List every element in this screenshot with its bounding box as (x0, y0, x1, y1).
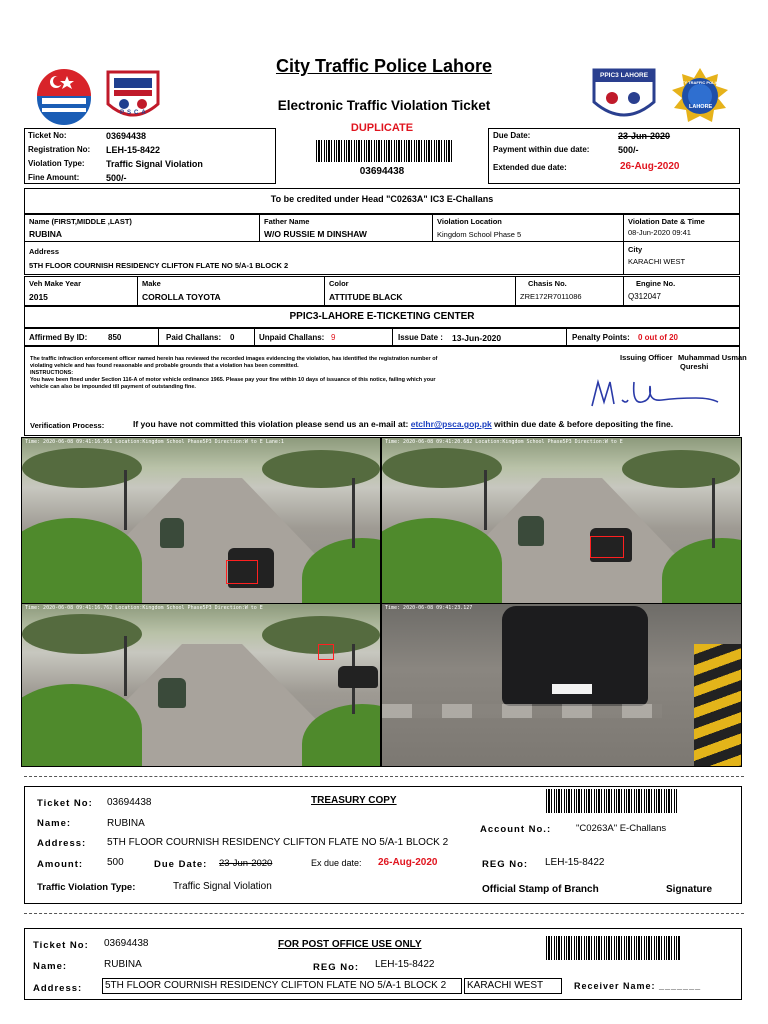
paid-label: Paid Challans: (166, 333, 222, 342)
credit-head: To be credited under Head "C0263A" IC3 E-Challans (270, 194, 494, 204)
divider (254, 328, 255, 346)
extended-value: 26-Aug-2020 (620, 161, 680, 172)
treasury-amount-label: Amount: (37, 859, 84, 870)
po-address-value: 5TH FLOOR COURNISH RESIDENCY CLIFTON FLATE NO 5/A-1 BLOCK 2 (105, 980, 447, 991)
issuing-officer-surname: Qureshi (680, 362, 709, 371)
extended-label: Extended due date: (493, 163, 567, 172)
violation-location-value: Kingdom School Phase 5 (437, 230, 522, 239)
city-label: City (628, 245, 643, 254)
treasury-stamp-label: Official Stamp of Branch (482, 884, 599, 895)
po-name-value: RUBINA (104, 959, 142, 970)
issuing-officer-label: Issuing Officer (620, 353, 673, 362)
treasury-reg-value: LEH-15-8422 (545, 857, 605, 868)
engine-cell (623, 276, 740, 306)
verification-label: Verification Process: (30, 421, 105, 430)
veh-year-label: Veh Make Year (29, 279, 81, 288)
divider (158, 328, 159, 346)
issue-date-label: Issue Date : (398, 333, 443, 342)
payment-value: 500/- (618, 145, 639, 155)
page-subtitle: Electronic Traffic Violation Ticket (277, 98, 491, 113)
notice-line: You have been fined under Section 116-A of motor vehicle ordinance 1965. Please pay your fine within 10 days of issuance of this notice, failing which your (30, 377, 436, 383)
page-title: City Traffic Police Lahore (275, 56, 493, 76)
divider (392, 328, 393, 346)
veh-color-label: Color (329, 279, 349, 288)
treasury-amount-value: 500 (107, 857, 124, 868)
city-traffic-police-logo (668, 66, 732, 128)
ctp-logo-text: CITY TRAFFIC POLICE (678, 80, 722, 85)
po-reg-label: REG No: (313, 962, 360, 973)
notice-line: vehicle can also be impounded till payment of outstanding fine. (30, 384, 196, 390)
violation-type-label: Violation Type: (28, 159, 85, 168)
verify-pre-text: If you have not committed this violation please send us an e-mail at: (133, 419, 409, 429)
engine-value: Q312047 (628, 292, 661, 301)
photo-1-timestamp: Time: 2020-06-08 09:41:16.561 Location:Kingdom School Phase5P3 Direction:W to E Lane:1 (25, 439, 284, 445)
officer-signature (586, 374, 726, 414)
violation-datetime-value: 08-Jun-2020 09:41 (628, 228, 691, 237)
unpaid-value: 9 (331, 333, 336, 342)
veh-color-cell (324, 276, 516, 306)
po-ticket-value: 03694438 (104, 938, 149, 949)
issue-date-value: 13-Jun-2020 (452, 333, 502, 343)
evidence-photo-3[interactable] (22, 604, 380, 766)
address-value: 5TH FLOOR COURNISH RESIDENCY CLIFTON FLATE NO 5/A-1 BLOCK 2 (29, 261, 289, 270)
photo-4-timestamp: Time: 2020-06-08 09:41:23.127 (385, 605, 473, 611)
affirmed-label: Affirmed By ID: (29, 333, 88, 342)
reg-no-value: LEH-15-8422 (106, 145, 161, 155)
po-name-label: Name: (33, 961, 68, 972)
treasury-address-label: Address: (37, 838, 87, 849)
status-row (24, 328, 740, 346)
violation-datetime-label: Violation Date & Time (628, 217, 705, 226)
po-receiver-label: Receiver Name: _______ (574, 981, 702, 991)
treasury-signature-label: Signature (666, 884, 713, 895)
address-cell (24, 241, 624, 275)
po-city-value: KARACHI WEST (467, 980, 544, 991)
po-ticket-label: Ticket No: (33, 940, 89, 951)
engine-label: Engine No. (636, 279, 676, 288)
due-date-label: Due Date: (493, 131, 531, 140)
affirmed-value: 850 (108, 333, 122, 342)
veh-year-value: 2015 (29, 292, 48, 302)
treasury-exdue-value: 26-Aug-2020 (378, 857, 438, 868)
psca-logo-text: PSCA (120, 110, 149, 116)
penalty-value: 0 out of 20 (638, 333, 679, 342)
veh-color-value: ATTITUDE BLACK (329, 292, 403, 302)
treasury-due-value: 23-Jun-2020 (219, 858, 273, 869)
city-cell (623, 241, 740, 275)
treasury-reg-label: REG No: (482, 859, 529, 870)
father-name-cell (259, 214, 433, 242)
paid-value: 0 (230, 333, 235, 342)
ticket-no-label: Ticket No: (28, 131, 67, 140)
issuing-officer-name: Muhammad Usman (678, 353, 747, 362)
payment-label: Payment within due date: (493, 145, 590, 154)
cut-line (24, 776, 744, 777)
cut-line (24, 913, 744, 914)
chasis-label: Chasis No. (528, 279, 567, 288)
photo-2-timestamp: Time: 2020-06-08 09:41:20.682 Location:Kingdom School Phase5P3 Direction:W to E (385, 439, 623, 445)
evidence-photo-4[interactable] (382, 604, 741, 766)
owner-name-value: RUBINA (29, 229, 63, 239)
penalty-label: Penalty Points: (572, 333, 630, 342)
evidence-photo-2[interactable] (382, 438, 741, 603)
ticket-barcode (316, 140, 452, 162)
notice-line: The traffic infraction enforcement officer named herein has reviewed the recorded images evidencing the violation, has identified the registration number of (30, 356, 438, 362)
treasury-account-label: Account No.: (480, 824, 552, 835)
treasury-exdue-label: Ex due date: (311, 858, 362, 868)
owner-name-cell (24, 214, 260, 242)
ctp-logo-subtext: LAHORE (689, 104, 713, 110)
photo-3-timestamp: Time: 2020-06-08 09:41:16.762 Location:Kingdom School Phase5P3 Direction:W to E (25, 605, 263, 611)
ppic3-logo-text: PPIC3 LAHORE (600, 72, 649, 79)
father-name-label: Father Name (264, 217, 310, 226)
veh-make-label: Make (142, 279, 161, 288)
fine-amount-value: 500/- (106, 173, 127, 183)
po-title: FOR POST OFFICE USE ONLY (278, 939, 422, 950)
city-value: KARACHI WEST (628, 257, 686, 266)
chasis-value: ZRE172R7011086 (520, 292, 582, 301)
owner-name-label: Name (FIRST,MIDDLE ,LAST) (29, 217, 132, 226)
verification-text (133, 419, 673, 429)
notice-line: violating vehicle and has found reasonable and probable grounds that a violation has been committed. (30, 363, 299, 369)
due-date-value: 23-Jun-2020 (618, 131, 671, 141)
veh-make-value: COROLLA TOYOTA (142, 292, 221, 302)
reg-no-label: Registration No: (28, 145, 91, 154)
notice-line: INSTRUCTIONS: (30, 370, 74, 376)
verify-post-text: within due date & before depositing the fine. (494, 419, 674, 429)
po-reg-value: LEH-15-8422 (375, 959, 435, 970)
veh-year-cell (24, 276, 138, 306)
treasury-ticket-label: Ticket No: (37, 798, 93, 809)
treasury-violation-label: Traffic Violation Type: (37, 882, 136, 893)
treasury-address-value: 5TH FLOOR COURNISH RESIDENCY CLIFTON FLATE NO 5/A-1 BLOCK 2 (107, 837, 449, 848)
evidence-photo-1[interactable] (22, 438, 380, 603)
treasury-copy-title: TREASURY COPY (311, 795, 397, 806)
po-barcode (546, 936, 680, 960)
center-title: PPIC3-LAHORE E-TICKETING CENTER (289, 311, 475, 322)
violation-type-value: Traffic Signal Violation (106, 159, 203, 169)
treasury-due-label: Due Date: (154, 859, 208, 870)
unpaid-label: Unpaid Challans: (259, 333, 325, 342)
verify-email-link[interactable]: etclhr@psca.gop.pk (410, 419, 492, 429)
father-name-value: W/O RUSSIE M DINSHAW (264, 229, 367, 239)
treasury-name-value: RUBINA (107, 818, 145, 829)
fine-amount-label: Fine Amount: (28, 173, 80, 182)
treasury-barcode (546, 789, 678, 813)
duplicate-label: DUPLICATE (350, 122, 414, 134)
violation-datetime-cell (623, 214, 740, 242)
treasury-ticket-value: 03694438 (107, 797, 152, 808)
divider (566, 328, 567, 346)
ppic3-logo (590, 66, 658, 128)
po-address-label: Address: (33, 983, 83, 994)
treasury-name-label: Name: (37, 818, 72, 829)
treasury-account-value: "C0263A" E-Challans (576, 823, 667, 834)
ticket-no-value: 03694438 (106, 131, 147, 141)
violation-location-label: Violation Location (437, 217, 502, 226)
treasury-violation-value: Traffic Signal Violation (173, 881, 272, 892)
address-label: Address (29, 247, 60, 256)
veh-make-cell (137, 276, 325, 306)
chasis-cell (515, 276, 624, 306)
violation-location-cell (432, 214, 624, 242)
barcode-number: 03694438 (359, 166, 405, 177)
